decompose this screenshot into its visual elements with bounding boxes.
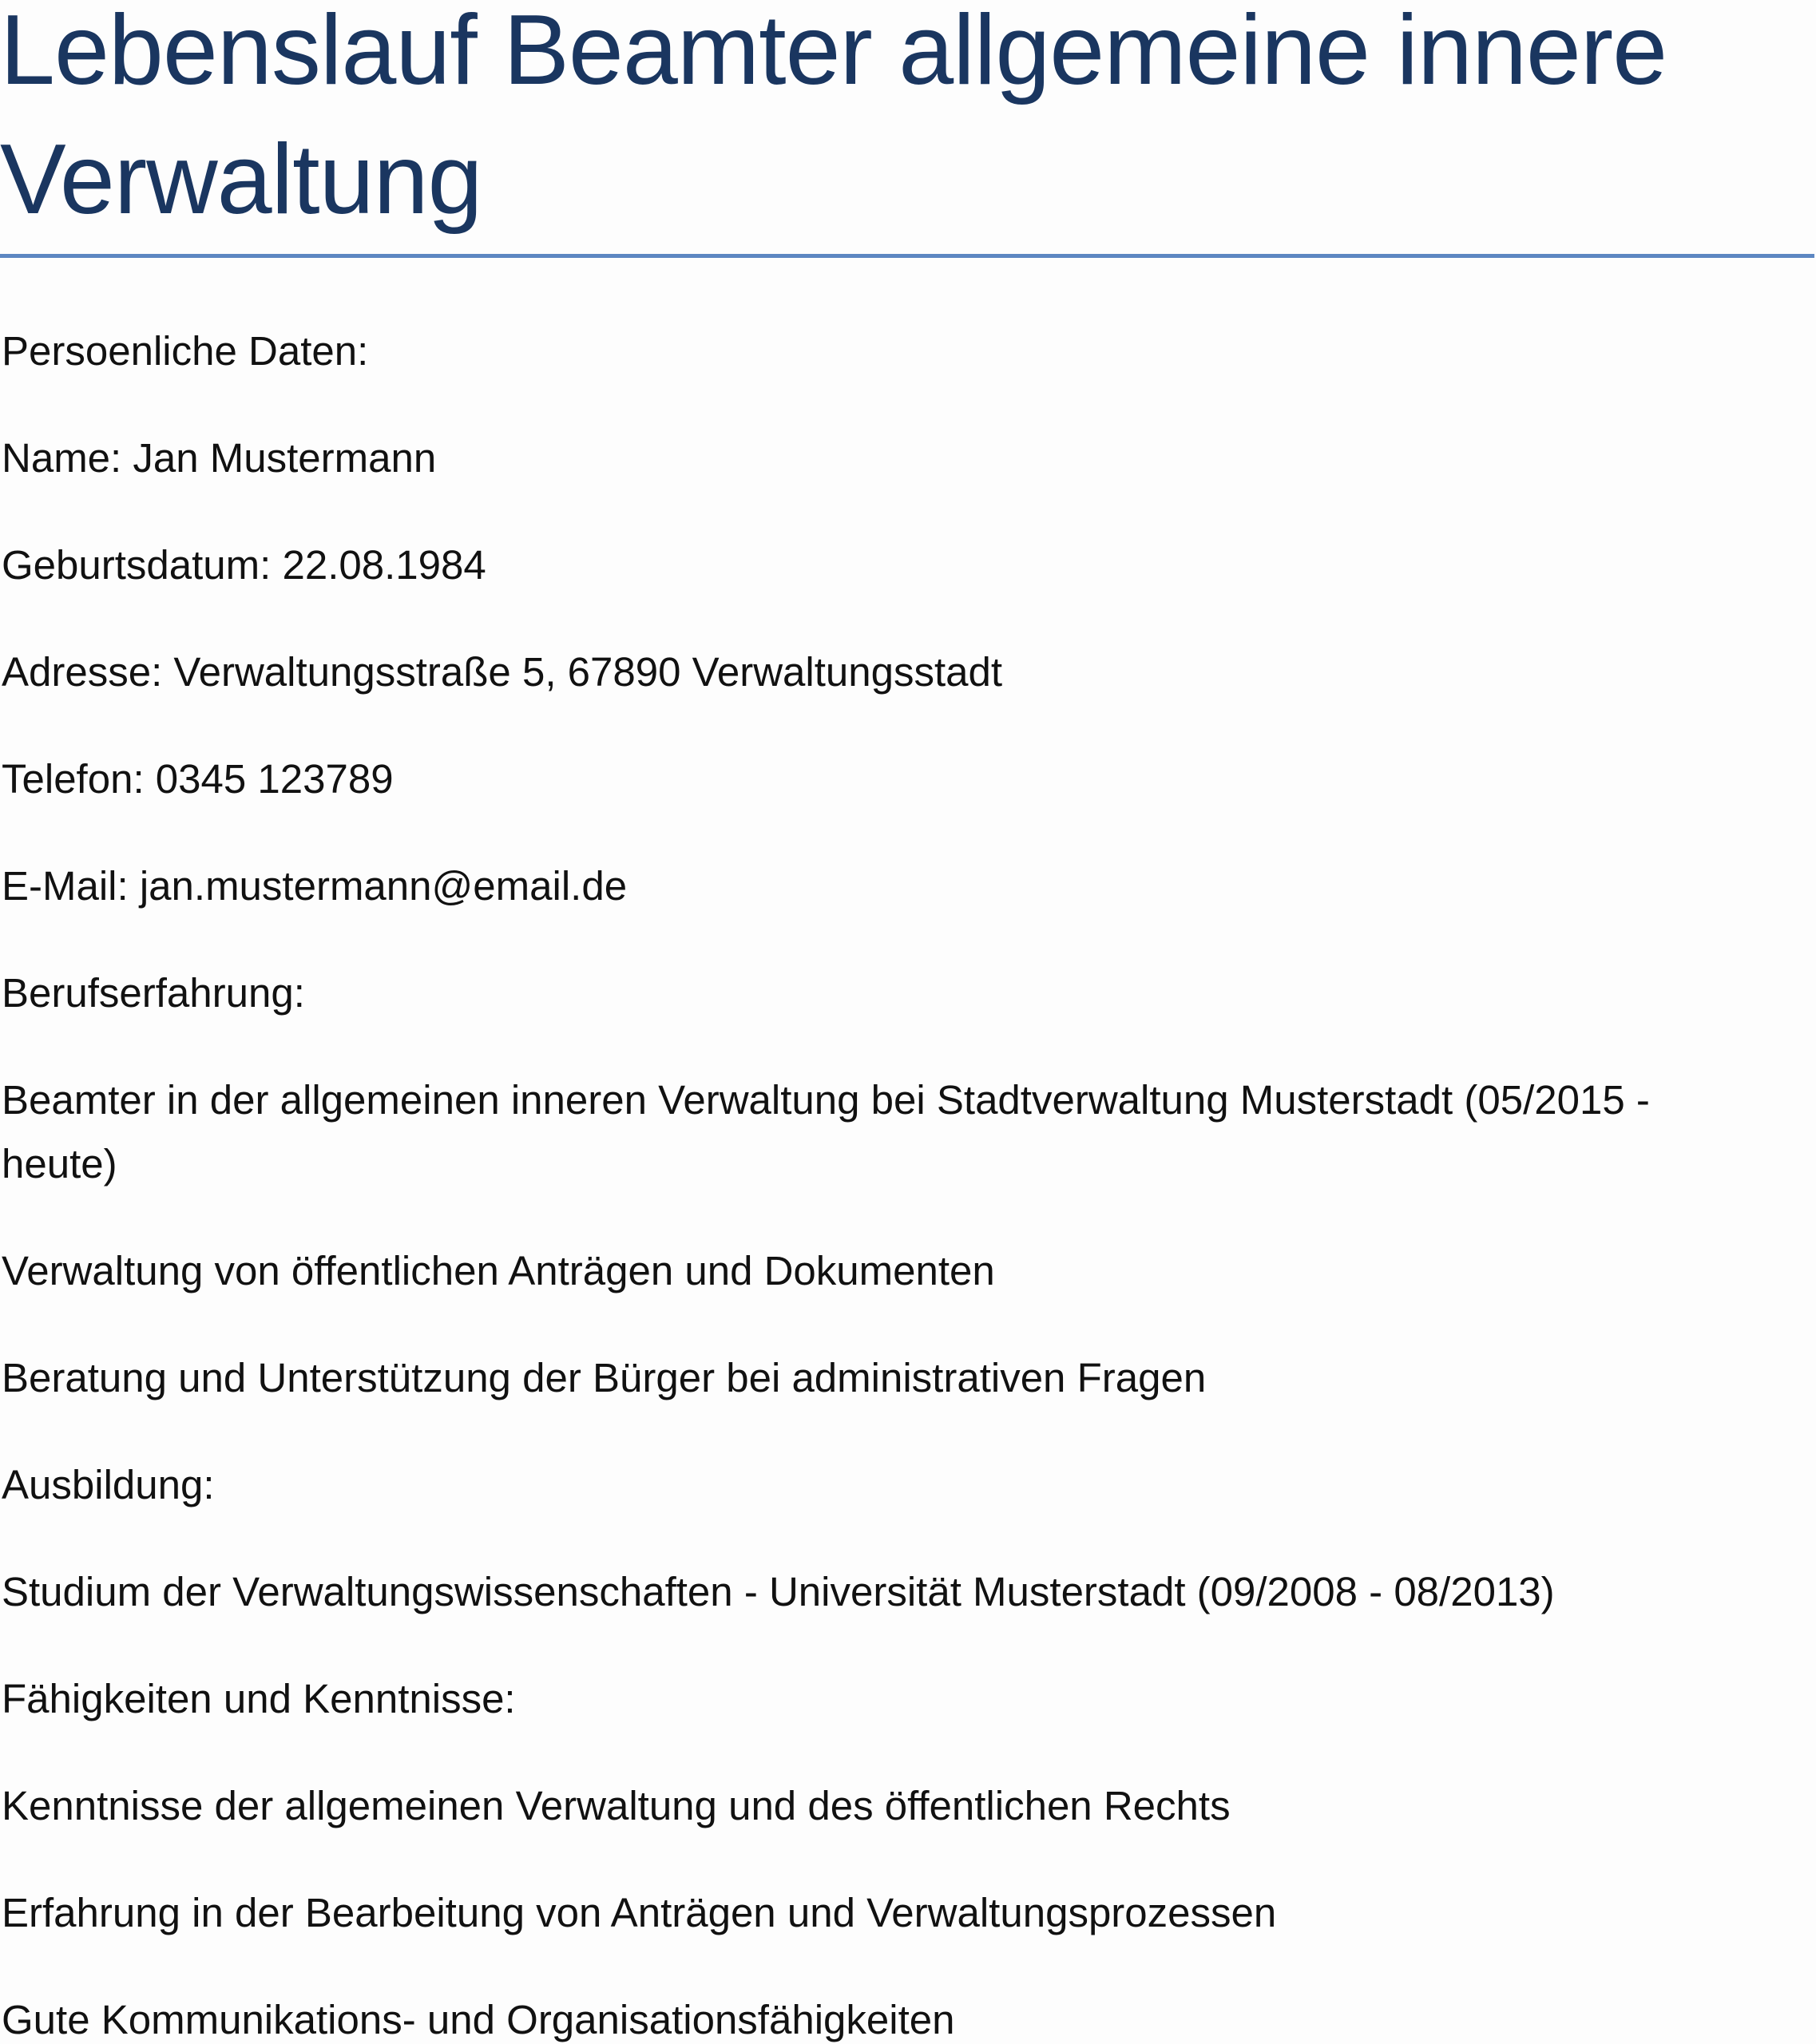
section-heading-skills: Fähigkeiten und Kenntnisse:	[2, 1676, 516, 1721]
personal-email: E-Mail: jan.mustermann@email.de	[2, 863, 628, 909]
personal-address: Adresse: Verwaltungsstraße 5, 67890 Verwaltungsstadt	[2, 649, 1003, 695]
section-heading-experience: Berufserfahrung:	[2, 970, 305, 1016]
section-heading-education: Ausbildung:	[2, 1462, 215, 1507]
section-heading-personal: Persoenliche Daten:	[2, 328, 369, 374]
skill-item: Gute Kommunikations- und Organisationsfähigkeiten	[2, 1997, 955, 2042]
skill-item: Erfahrung in der Bearbeitung von Anträgen und Verwaltungsprozessen	[2, 1890, 1277, 1935]
skill-item: Kenntnisse der allgemeinen Verwaltung und des öffentlichen Rechts	[2, 1783, 1231, 1828]
personal-birthdate: Geburtsdatum: 22.08.1984	[2, 542, 486, 588]
title-divider	[0, 254, 1814, 258]
experience-position: Beamter in der allgemeinen inneren Verwaltung bei Stadtverwaltung Musterstadt (05/2015 - heute)	[2, 1077, 1650, 1186]
experience-task: Verwaltung von öffentlichen Anträgen und Dokumenten	[2, 1248, 995, 1293]
experience-task: Beratung und Unterstützung der Bürger bei administrativen Fragen	[2, 1355, 1207, 1400]
personal-name: Name: Jan Mustermann	[2, 435, 437, 481]
education-entry: Studium der Verwaltungswissenschaften - Universität Musterstadt (09/2008 - 08/2013)	[2, 1569, 1555, 1614]
personal-phone: Telefon: 0345 123789	[2, 756, 394, 802]
document-title: Lebenslauf Beamter allgemeine innere Verwaltung	[0, 0, 1667, 235]
